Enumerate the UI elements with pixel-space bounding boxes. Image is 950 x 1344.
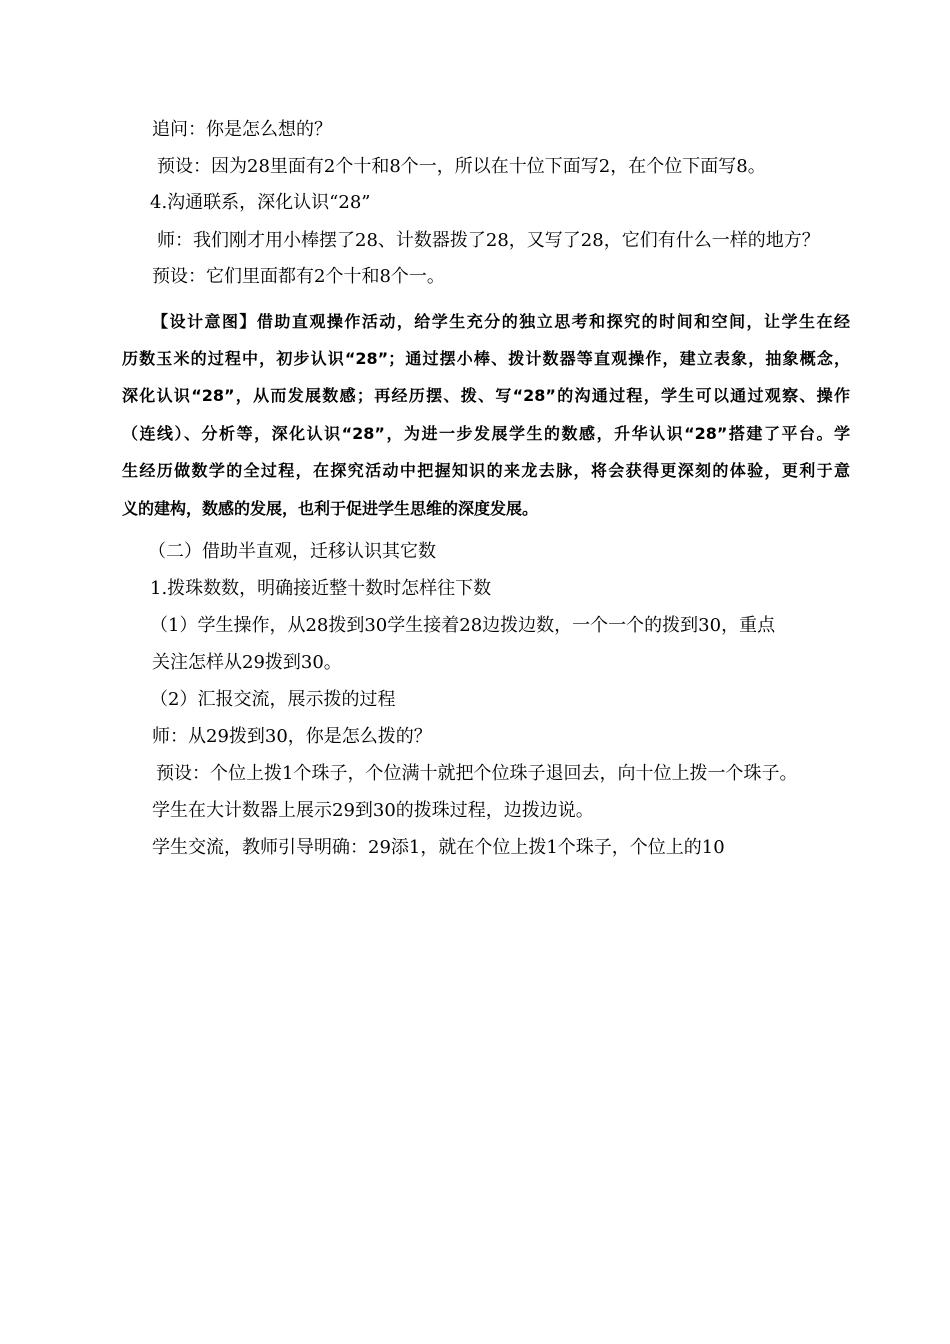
- step-1-heading: 1.拨珠数数，明确接近整十数时怎样往下数: [150, 578, 492, 599]
- sub-step-1-line-2: 关注怎样从29拨到30。: [152, 652, 342, 673]
- teacher-question: 师：我们刚才用小棒摆了28、计数器拨了28，又写了28，它们有什么一样的地方？: [157, 230, 820, 251]
- follow-up-question: 追问：你是怎么想的？: [152, 119, 332, 140]
- design-intent-line-2: 历数玉米的过程中，初步认识“28”；通过摆小棒、拨计数器等直观操作，建立表象，抽象概念，: [122, 349, 850, 368]
- design-intent-line-1: 【设计意图】借助直观操作活动，给学生充分的独立思考和探究的时间和空间，让学生在经: [152, 312, 850, 331]
- preset-answer-1: 预设：因为28里面有2个十和8个一，所以在十位下面写2，在个位下面写8。: [157, 156, 766, 177]
- preset-answer-3: 预设：个位上拨1个珠子，个位满十就把个位珠子退回去，向十位上拨一个珠子。: [156, 763, 798, 784]
- preset-answer-2: 预设：它们里面都有2个十和8个一。: [152, 266, 445, 287]
- student-demo-line: 学生在大计数器上展示29到30的拨珠过程，边拨边说。: [152, 800, 594, 821]
- design-intent-line-4: （连线）、分析等，深化认识“28”，为进一步发展学生的数感，升华认识“28”搭建了平台。学: [122, 424, 850, 443]
- section-2-heading: （二）借助半直观，迁移认识其它数: [148, 541, 436, 562]
- design-intent-line-3: 深化认识“28”，从而发展数感；再经历摆、拨、写“28”的沟通过程，学生可以通过观察、操作: [122, 386, 850, 405]
- sub-step-2-heading: （2）汇报交流，展示拨的过程: [150, 689, 396, 710]
- teacher-question-2: 师：从29拨到30，你是怎么拨的？: [152, 726, 432, 747]
- design-intent-line-6: 义的建构，数感的发展，也利于促进学生思维的深度发展。: [122, 499, 539, 518]
- student-exchange-line: 学生交流，教师引导明确：29添1，就在个位上拨1个珠子，个位上的10: [152, 837, 725, 858]
- step-4-heading: 4.沟通联系，深化认识“28”: [150, 192, 371, 213]
- sub-step-1-line-1: （1）学生操作，从28拨到30学生接着28边拨边数，一个一个的拨到30，重点: [150, 615, 776, 636]
- design-intent-line-5: 生经历做数学的全过程，在探究活动中把握知识的来龙去脉，将会获得更深刻的体验，更利于意: [122, 461, 850, 480]
